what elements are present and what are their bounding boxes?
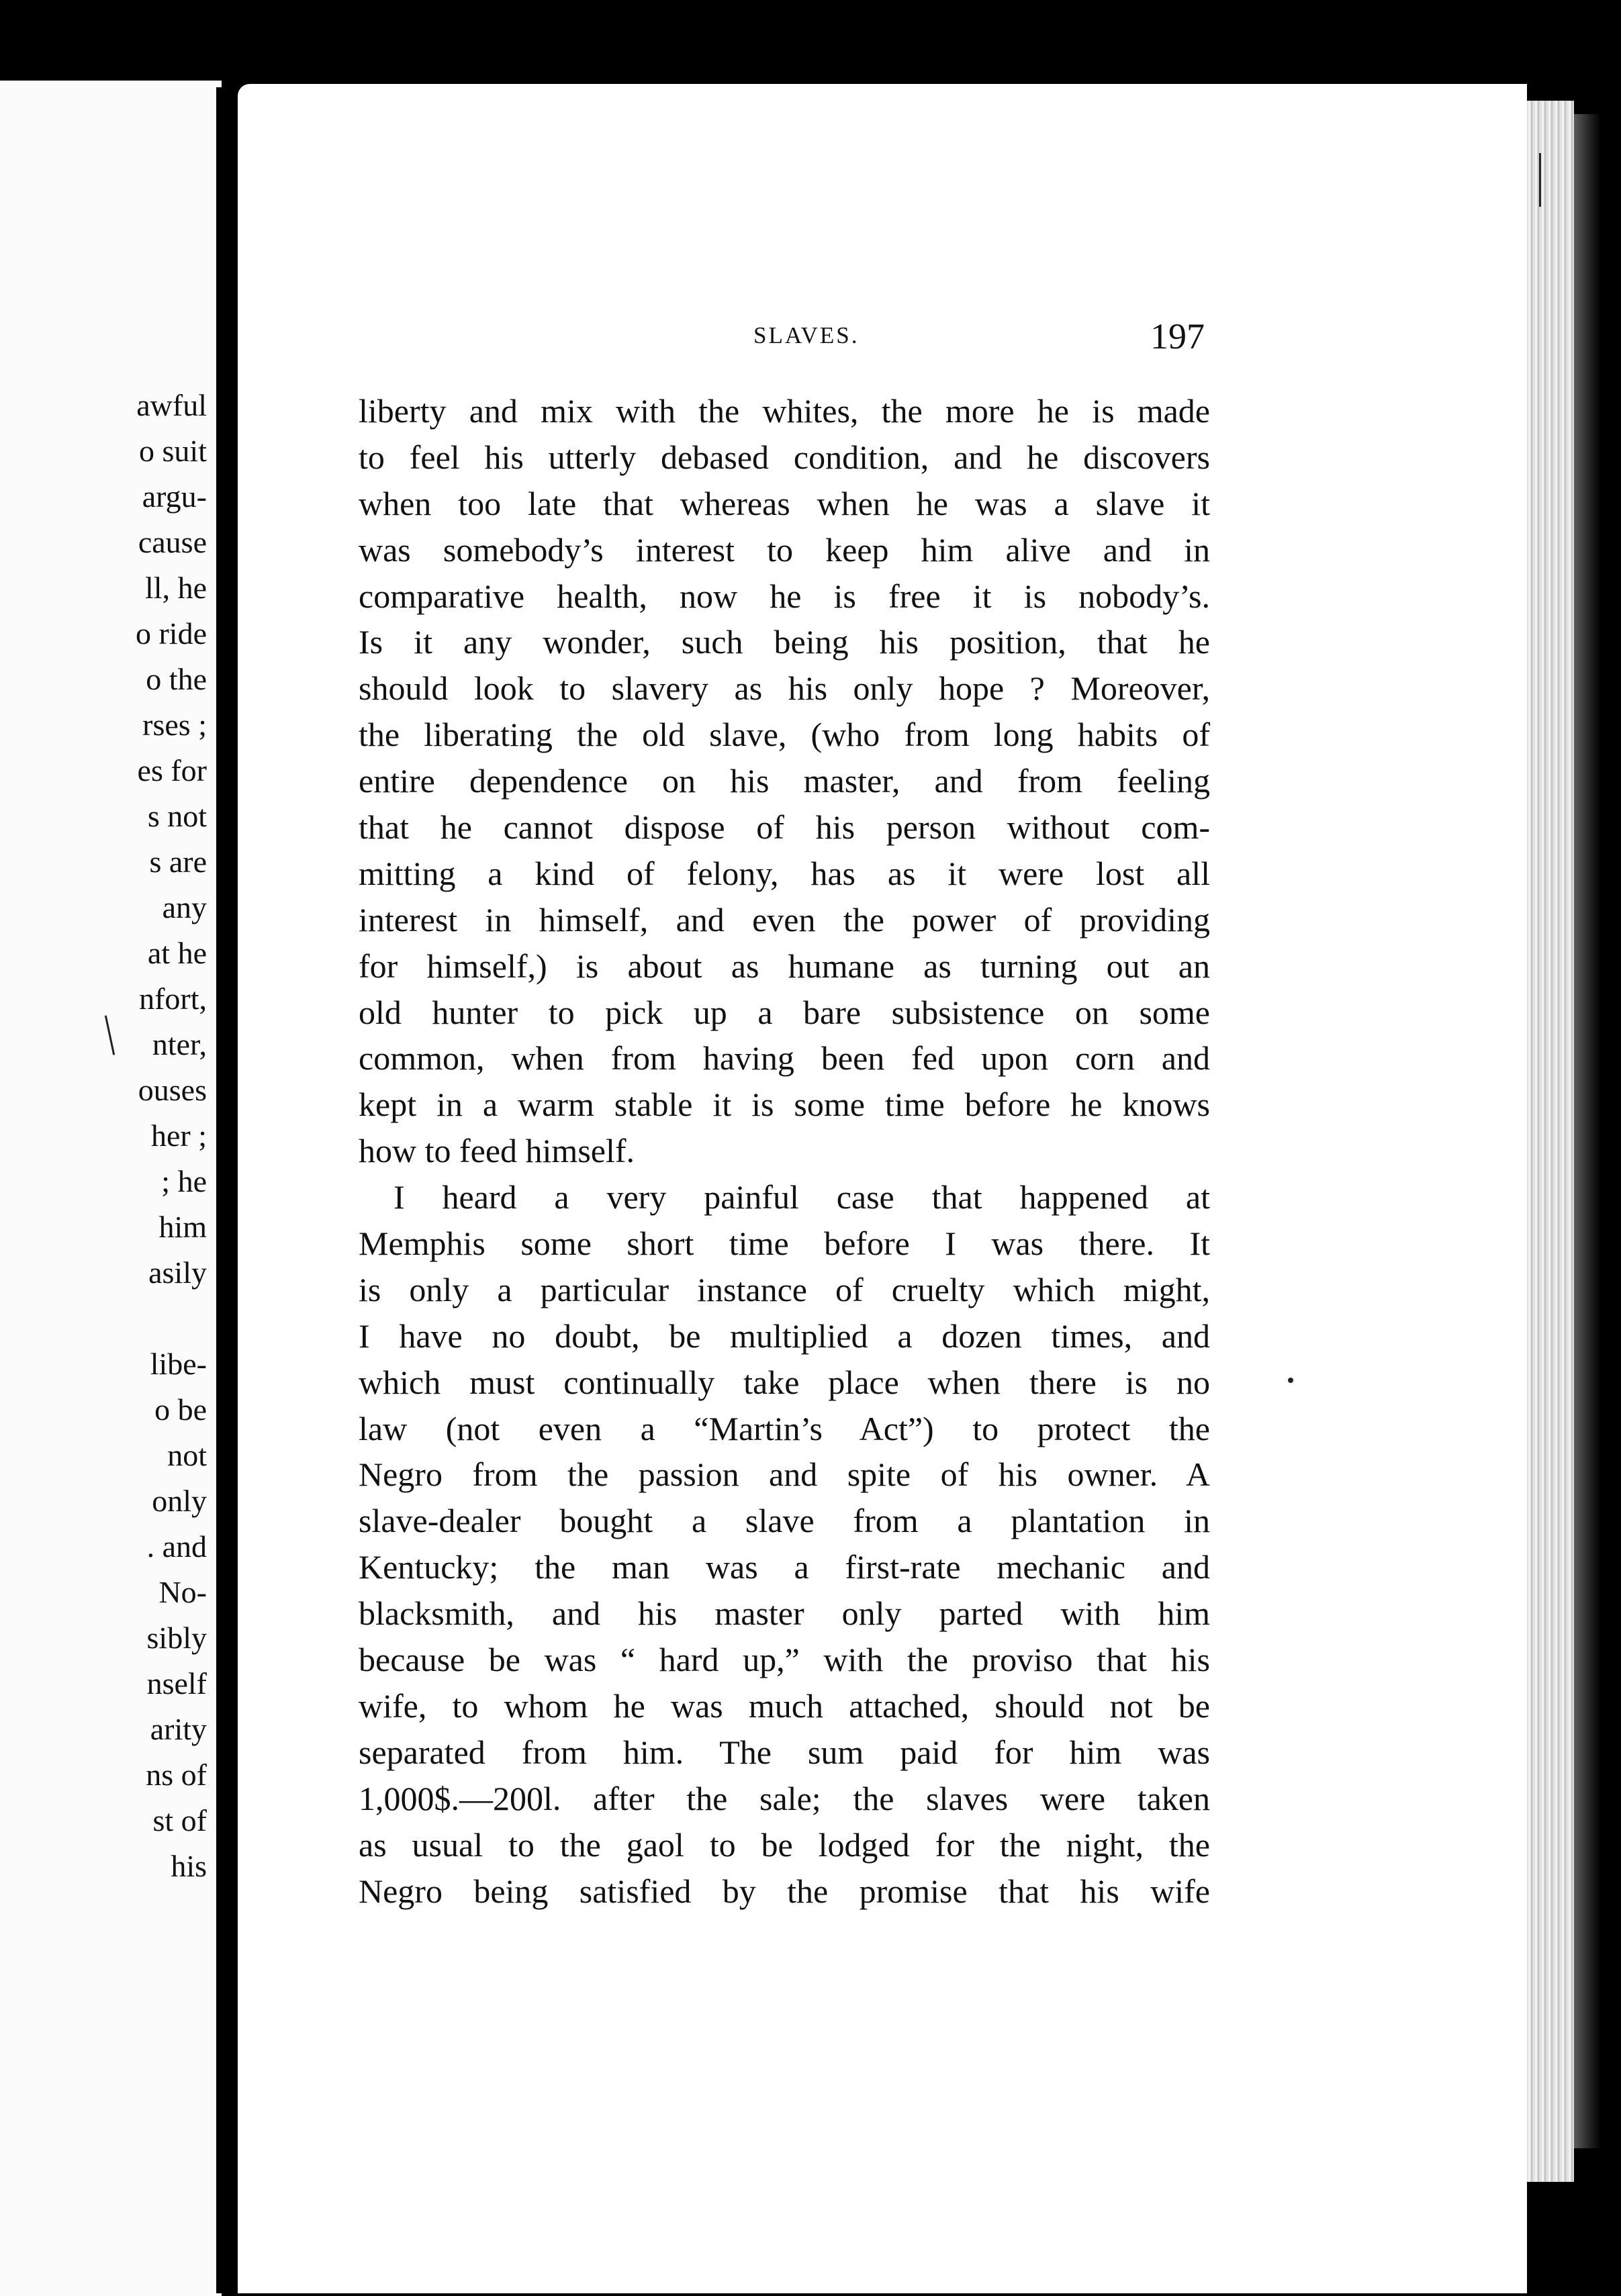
left-line: only [152, 1484, 207, 1518]
page-number: 197 [1150, 316, 1205, 356]
text-line: as usual to the gaol to be lodged for the night, the [359, 1825, 1210, 1864]
text-line: I have no doubt, be multiplied a dozen times, and [359, 1317, 1210, 1355]
paragraph-last-line: how to feed himself. [359, 1132, 635, 1170]
text-line: comparative health, now he is free it is nobody’s. [359, 577, 1210, 615]
left-line: nfort, [139, 982, 207, 1016]
edge-mark [1539, 153, 1541, 207]
text-line: when too late that whereas when he was a slave it [359, 484, 1210, 522]
left-line: her ; [150, 1118, 207, 1153]
text-line: separated from him. The sum paid for him was [359, 1733, 1210, 1771]
text-line: Is it any wonder, such being his position, that he [359, 623, 1210, 661]
text-line: should look to slavery as his only hope ? Moreover, [359, 669, 1210, 708]
left-line: arity [150, 1712, 207, 1746]
left-line: ll, he [145, 571, 207, 605]
book-gutter [216, 87, 239, 2293]
text-line: Kentucky; the man was a first-rate mechanic and [359, 1548, 1210, 1586]
left-line: o the [146, 662, 207, 696]
text-line: the liberating the old slave, (who from long habits of [359, 716, 1210, 754]
page-edges [1527, 101, 1574, 2182]
text-line: mitting a kind of felony, has as it were lost all [359, 854, 1210, 892]
left-line: ; he [161, 1164, 207, 1198]
left-line: nter, [152, 1027, 207, 1061]
speck-mark [1288, 1378, 1293, 1383]
paragraph-first-line: I heard a very painful case that happened at [393, 1178, 1210, 1216]
text-line: Memphis some short time before I was there. It [359, 1225, 1210, 1263]
left-line: sibly [146, 1621, 207, 1655]
text-line: liberty and mix with the whites, the more he is made [359, 392, 1210, 430]
left-line: any [162, 890, 207, 924]
left-page [0, 81, 222, 2296]
left-line: o ride [135, 616, 207, 651]
body-text [359, 388, 1210, 1914]
text-line: because be was “ hard up,” with the proviso that his [359, 1641, 1210, 1679]
text-line: old hunter to pick up a bare subsistence on some [359, 993, 1210, 1031]
left-line: o suit [139, 434, 207, 468]
text-line: blacksmith, and his master only parted with him [359, 1594, 1210, 1633]
left-line: ouses [138, 1073, 207, 1107]
text-line: common, when from having been fed upon corn and [359, 1039, 1210, 1078]
text-line: which must continually take place when there is no [359, 1363, 1210, 1401]
text-line: was somebody’s interest to keep him alive and in [359, 530, 1210, 569]
left-line: . and [146, 1529, 207, 1564]
text-line: is only a particular instance of cruelty which might, [359, 1270, 1210, 1308]
left-line: ns of [146, 1758, 207, 1792]
left-line: s are [149, 845, 207, 879]
left-line: him [158, 1210, 207, 1244]
left-line: nself [146, 1666, 207, 1701]
text-line: that he cannot dispose of his person without com- [359, 808, 1210, 847]
left-line: libe- [150, 1347, 207, 1381]
book-cover-edge [1574, 114, 1601, 2148]
text-line: kept in a warm stable it is some time before he knows [359, 1086, 1210, 1124]
text-line: Negro being satisfied by the promise that his wife [359, 1872, 1210, 1910]
left-line: o be [154, 1392, 207, 1427]
left-line: at he [147, 936, 207, 970]
text-line: for himself,) is about as humane as turning out an [359, 947, 1210, 985]
text-line: entire dependence on his master, and from feeling [359, 762, 1210, 800]
left-line: not [167, 1438, 207, 1472]
left-line: his [171, 1849, 207, 1883]
left-line: awful [136, 388, 207, 422]
left-line: es for [137, 753, 207, 787]
left-line: No- [158, 1575, 207, 1609]
left-line: st of [152, 1803, 207, 1837]
text-line: Negro from the passion and spite of his owner. A [359, 1455, 1210, 1494]
left-line: rses ; [142, 708, 207, 742]
running-head: SLAVES. [753, 322, 860, 348]
text-line: slave-dealer bought a slave from a plantation in [359, 1502, 1210, 1540]
left-line: argu- [142, 479, 207, 514]
text-line: interest in himself, and even the power of providing [359, 900, 1210, 939]
left-line: asily [148, 1255, 207, 1290]
text-line: 1,000$.—200l. after the sale; the slaves were taken [359, 1779, 1210, 1817]
text-line: to feel his utterly debased condition, and he discovers [359, 438, 1210, 476]
text-line: wife, to whom he was much attached, should not be [359, 1686, 1210, 1725]
text-line: law (not even a “Martin’s Act”) to protect the [359, 1409, 1210, 1447]
left-line: cause [138, 525, 207, 559]
left-line: s not [147, 799, 207, 833]
